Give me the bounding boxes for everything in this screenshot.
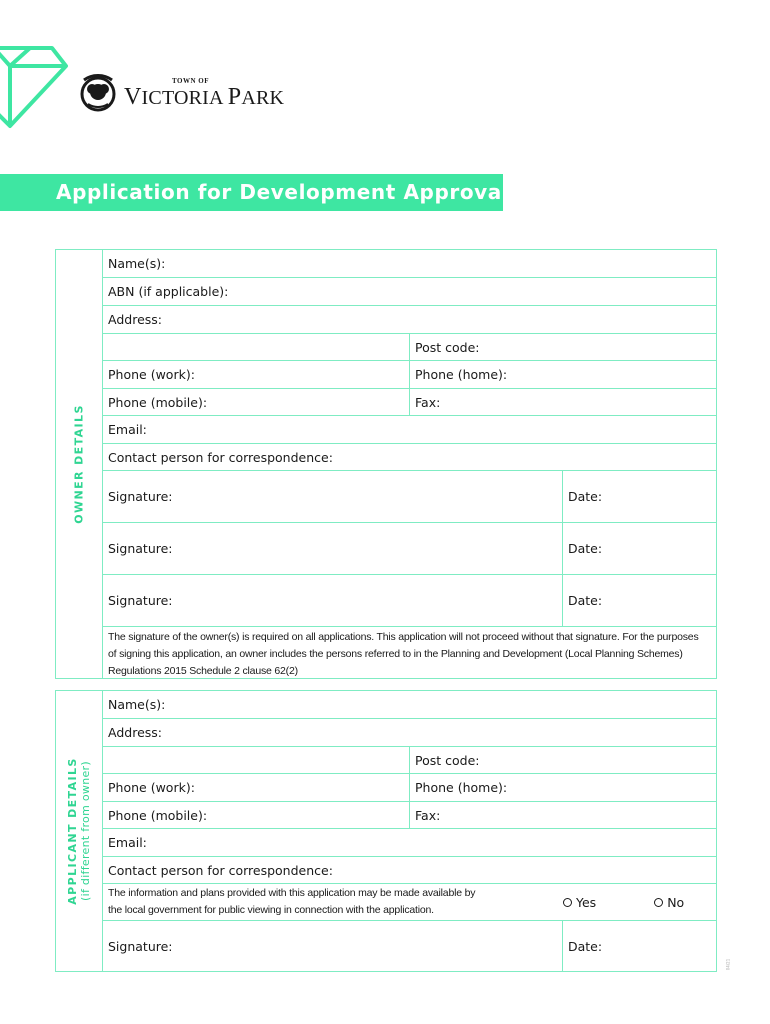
owner-email-field[interactable]: Email:: [108, 422, 147, 437]
public-viewing-note: The information and plans provided with this application may be made available by the local government for public viewing in connection with the application.: [108, 887, 476, 916]
applicant-names-field[interactable]: Name(s):: [108, 697, 166, 712]
town-of-victoria-park-logo: [78, 72, 284, 114]
owner-signature-1-field[interactable]: Signature:: [108, 489, 173, 504]
applicant-contact-field[interactable]: Contact person for correspondence:: [108, 862, 333, 878]
owner-postcode-field[interactable]: Post code:: [409, 334, 716, 360]
owner-side-label: [56, 250, 103, 678]
owner-date-1-field[interactable]: Date:: [562, 471, 716, 522]
owner-contact-field[interactable]: Contact person for correspondence:: [108, 449, 333, 465]
applicant-signature-field[interactable]: Signature:: [108, 939, 173, 954]
page-title: Application for Development Approval: [56, 180, 510, 204]
brand-diamond-logo: [0, 40, 70, 130]
applicant-phone-mobile-field[interactable]: Phone (mobile):: [108, 807, 208, 823]
owner-fax-field[interactable]: Fax:: [409, 389, 716, 415]
owner-names-field[interactable]: Name(s):: [108, 256, 166, 271]
owner-signature-2-field[interactable]: Signature:: [108, 541, 173, 556]
applicant-address-line-2[interactable]: [103, 747, 409, 773]
applicant-side-label: [56, 691, 103, 971]
applicant-phone-home-field[interactable]: Phone (home):: [409, 774, 716, 801]
owner-phone-work-field[interactable]: Phone (work):: [108, 367, 195, 382]
town-emblem-icon: [78, 72, 120, 114]
town-of-label: TOWN OF: [172, 76, 210, 85]
owner-address-line-2[interactable]: [103, 334, 409, 360]
owner-phone-home-field[interactable]: Phone (home):: [409, 361, 716, 388]
owner-details-section: [55, 249, 717, 679]
owner-date-2-field[interactable]: Date:: [562, 523, 716, 574]
town-name: VICTORIA PARK: [124, 83, 285, 110]
owner-phone-mobile-field[interactable]: Phone (mobile):: [108, 394, 208, 410]
applicant-details-section: [55, 690, 717, 972]
owner-address-field[interactable]: Address:: [108, 312, 162, 327]
applicant-details-subheading: (if different from owner): [79, 761, 92, 901]
applicant-email-field[interactable]: Email:: [108, 835, 147, 850]
owner-signature-note: The signature of the owner(s) is required on all applications. This application will not proceed without that signature. For the purposes of signing this application, an owner includes the persons referred to in the Planning and Development (Local Planning Schemes) Regulations 2015 Schedule 2 clause 62(2): [108, 631, 699, 677]
applicant-phone-work-field[interactable]: Phone (work):: [108, 780, 195, 795]
form-version-code: 04/21: [725, 958, 731, 971]
public-viewing-no-option[interactable]: No: [654, 895, 684, 910]
owner-abn-field[interactable]: ABN (if applicable):: [108, 284, 229, 299]
public-viewing-yes-option[interactable]: Yes: [563, 895, 596, 910]
applicant-fax-field[interactable]: Fax:: [409, 802, 716, 828]
radio-circle-icon: [654, 898, 663, 907]
applicant-address-field[interactable]: Address:: [108, 725, 162, 740]
applicant-details-heading: APPLICANT DETAILS: [66, 757, 79, 905]
applicant-date-field[interactable]: Date:: [562, 921, 716, 972]
owner-details-heading: OWNER DETAILS: [72, 404, 86, 524]
owner-signature-3-field[interactable]: Signature:: [108, 593, 173, 608]
owner-date-3-field[interactable]: Date:: [562, 575, 716, 626]
applicant-postcode-field[interactable]: Post code:: [409, 747, 716, 773]
radio-circle-icon: [563, 898, 572, 907]
